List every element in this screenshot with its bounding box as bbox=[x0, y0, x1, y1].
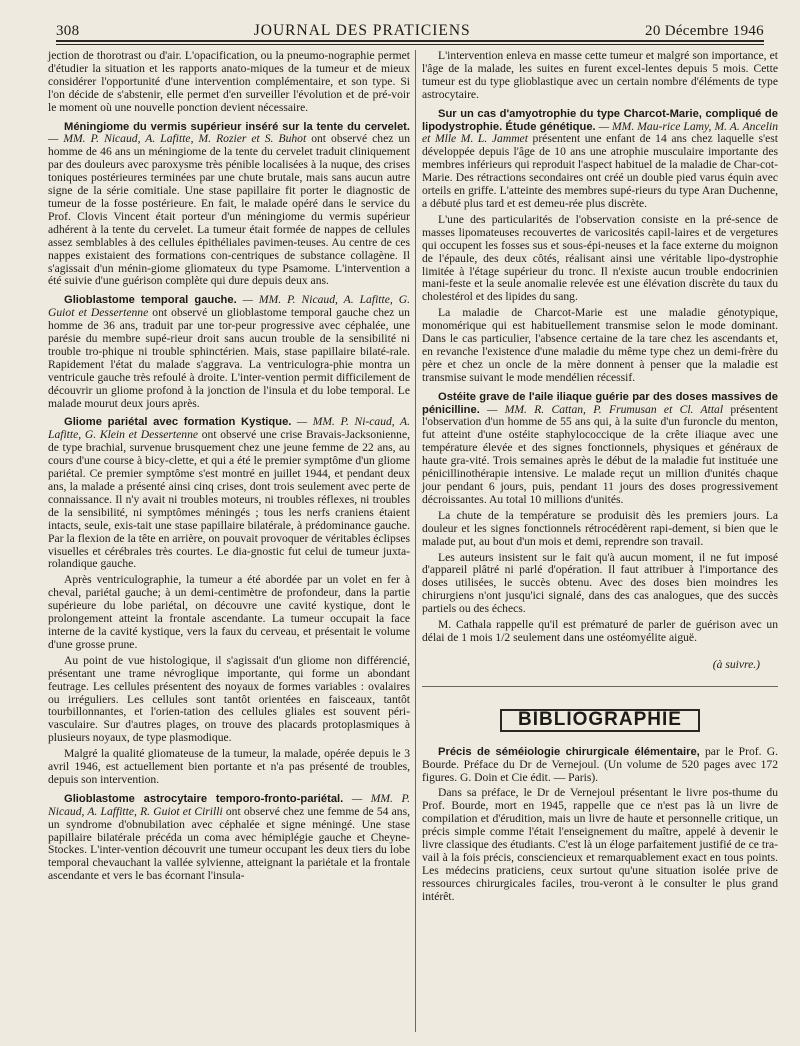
to-be-continued: (à suivre.) bbox=[712, 657, 760, 671]
article-charcot-marie bbox=[422, 108, 778, 211]
article-authors: — MM. P. Nicaud, A. Lafitte, G. Guiot et Dessertenne bbox=[48, 293, 410, 320]
body-paragraph: Après ventriculographie, la tumeur a été abordée par un volet en fer à cheval, pariétal gauche; à un demi-centimètre de profondeur, dans la partie supérieure du lobe pariétal, on découvre une cavité kystique, dont le prolongement atteint la frontale ascendante. La tumeur occupait la face interne de la cavité kystique, vers la faux du cerveau, et présentait le volume d'une grosse prune. bbox=[48, 573, 410, 651]
article-meningiome bbox=[48, 121, 410, 289]
article-text: ont observé chez un homme de 46 ans un méningiome de la tente du cervelet traduit cliniquement par des douleurs avec paroxysme très pénible localisées à la nuque, des crises toniques postérieures terminées par une chute brutale, mais sans aucun autre signe de la série comitiale. Une stase papillaire fit porter le diagnostic de tumeur de la fosse postérieure. En fait, le malade opéré dans le service du Prof. Clovis Vincent était porteur d'un méningiome du vermis supérieur adhérent à la tente du cervelet. La tumeur était formée de nappes de cellules assez semblables à des cellules épithéliales pavimen-teuses. Au centre de ces nappes existaient des formations con-centriques de substance collagène. Il s'agissait d'un ménin-giome gliomateux du type Psamome. L'intervention a été suivie d'une guérison complète qui dure depuis deux ans. bbox=[48, 132, 410, 288]
article-text: ont observé un glioblastome temporal gauche chez un homme de 36 ans, traduit par une tor-peur progressive avec céphalée, une parésie du membre supé-rieur droit sans aucun trouble de la sensibilité ni trouble tro-phique ni trouble sphinctérien. Mais, stase papillaire bilaté-rale. Rapidement l'état du malade s'aggrava. La ventriculogra-phie montra un ventricule gauche très refoulé à droite. L'inter-vention permit difficilement de découvrir un gliome profond à la jonction de l'insula et du lobe temporal. Le malade mourut deux jours après. bbox=[48, 306, 410, 410]
section-separator bbox=[422, 686, 778, 687]
book-review bbox=[422, 746, 778, 785]
body-paragraph: La chute de la température se produisit dès les premiers jours. La douleur et les signes fonctionnels rétrocédèrent rapi-dement, si bien que le malade put, au bout d'un mois et demi, reprendre son travail. bbox=[422, 508, 778, 548]
body-paragraph: Au point de vue histologique, il s'agissait d'un gliome non différencié, présentant une trame névroglique importante, qui forme un abondant feutrage. Les cellules présentent des noyaux de formes variables : ovalaires ou irréguliers. Les cellules sont tantôt orientées en faisceaux, tantôt tourbillonnantes, et l'orien-tation des cellules gliales est souvent péri-vasculaire. Sur d'autres plages, on trouve des placards protoplasmiques à plusieurs noyaux, de type plasmodique. bbox=[48, 653, 410, 745]
article-title: Sur un cas d'amyotrophie du type Charcot-Marie, compliqué de lipodystrophie. Étude génétique. bbox=[422, 107, 778, 133]
journal-title: JOURNAL DES PRATICIENS bbox=[253, 22, 471, 39]
issue-date: 20 Décembre 1946 bbox=[645, 23, 764, 39]
body-paragraph: Dans sa préface, le Dr de Vernejoul présentant le livre pos-thume du Prof. Bourde, mort en 1945, rappelle que ce n'est pas là un livre de compilation et d'érudition, mais un livre de haute et personnelle critique, un précis simple comme l'était l'enseignement du maître, appelé à devenir le livre classique des étudiants. C'est là un éloge parfaitement justifié de ce tra-vail à la fois précis, consciencieux et remarquablement exact en tous points. Les médecins praticiens, ceux surtout qu'une situation isolée prive de ressources chirurgicales faciles, trou-veront à le consulter le plus grand intérêt. bbox=[422, 786, 778, 903]
article-text: présentent l'observation d'un homme de 55 ans qui, à la suite d'un furoncle du menton, fut atteint d'une ostéite staphylococcique de la crête iliaque avec une température élevée et des signes fonctionnels, physiques et généraux de haute gra-vité. Trois semaines après le début de la maladie fut instituée une pénicillinothérapie intensive. Le malade reçut un million d'unités chaque jour pendant 6 jours, puis, pendant 11 jours des doses progressivement décroissantes. Au total 10 millions d'unités. bbox=[422, 402, 778, 506]
article-title: Glioblastome temporal gauche. bbox=[64, 294, 237, 307]
page-number: 308 bbox=[56, 23, 80, 39]
left-column bbox=[48, 50, 410, 1040]
header-rule-thick bbox=[56, 40, 764, 42]
article-glioblastome-temporal bbox=[48, 294, 410, 410]
header-rule-thin bbox=[56, 44, 764, 45]
article-gliome-parietal bbox=[48, 416, 410, 571]
body-paragraph: L'une des particularités de l'observation consiste en la pré-sence de masses lipomateuses recouvertes de varicosités capil-laires et de vergetures qui occupent les fosses sus et sous-épi-neuses et la face externe du moignon de l'épaule, des deux côtés, réalisant ainsi une véritable lipo-dystrophie limitée à l'étage supérieur du tronc. Il n'existe aucun trouble endocrinien mani-feste et la seule anomalie relevée est une élévation discrète du taux du cholestérol et des lipides du sang. bbox=[422, 212, 778, 304]
continued-paragraph: jection de thorotrast ou d'air. L'opacification, ou la pneumo-nographie permet d'étudier la situation et les rapports anato-miques de la tumeur et de mieux considérer l'opportunité d'une intervention complémentaire, et son type. Si l'on décide de s'abstenir, elle permet d'en surveiller l'évolution et de pré-voir le moment où une nouvelle ponction devient nécessaire. bbox=[48, 49, 410, 114]
article-title: Gliome pariétal avec formation Kystique. bbox=[64, 416, 292, 429]
book-details: par le Prof. G. Bourde. Préface du Dr de Vernejoul. (Un volume de 520 pages avec 172 figures. G. Doin et Cie édit. — Paris). bbox=[422, 744, 778, 784]
article-text: ont observé chez une femme de 54 ans, un syndrome d'obnubilation avec céphalée et signe méningé. Une stase papillaire bilatérale précéda un coma avec hémiplégie gauche et Cheyne-Stockes. L'inter-vention découvrit une tumeur occupant les deux tiers du lobe temporal chevauchant la vallée sylvienne, atteignant la pariétale et la frontale ascendante et vers le bas écornant l'insula- bbox=[48, 804, 410, 883]
body-paragraph: Les auteurs insistent sur le fait qu'à aucun moment, il ne fut imposé d'appareil plâtré ni parlé d'opération. Il faut attribuer à l'importance des doses utilisées, le succès obtenu. Avec des doses bien moindres les chirurgiens n'ont jusqu'ici signalé, dans des cas analogues, que des succès partiels ou des échecs. bbox=[422, 550, 778, 616]
article-osteite bbox=[422, 391, 778, 507]
body-paragraph: La maladie de Charcot-Marie est une maladie génotypique, monomérique qui est habituellement transmise selon le mode dominant. Dans le cas particulier, l'absence certaine de la tare chez les ascendants et, en revanche l'existence d'une maladie du même type chez un demi-frère du père et chez un oncle de la mère donnent à penser que la maladie est transmise suivant le mode mendélien récessif. bbox=[422, 306, 778, 384]
column-divider bbox=[415, 50, 416, 1032]
article-authors: — MM. P. Nicaud, A. Lafitte, M. Rozier et S. Buhot bbox=[48, 132, 307, 146]
article-title: Ostéite grave de l'aile iliaque guérie par des doses massives de pénicilline. bbox=[422, 390, 778, 416]
article-text: présentent une enfant de 14 ans chez laquelle s'est développée depuis l'âge de 10 ans une atrophie musculaire importante des membres inférieurs qui reproduit l'aspect habituel de la maladie de Char-cot-Marie. Des rétractions secondaires ont créé un double pied varus équin avec orteils en griffe. L'atteinte des membres supé-rieurs du type Aran Duchenne, a débuté plus tard et est demeu-rée plus discrète. bbox=[422, 132, 778, 210]
article-glioblastome-astrocytaire bbox=[48, 793, 410, 883]
right-column bbox=[422, 50, 778, 1040]
article-authors: — MM. Mau-rice Lamy, M. A. Ancelin et Mlle M. L. Jammet bbox=[422, 119, 779, 146]
article-authors: — MM. R. Cattan, P. Frumusan et Cl. Attal bbox=[479, 402, 724, 416]
running-header bbox=[56, 14, 764, 40]
article-title: Glioblastome astrocytaire temporo-fronto-pariétal. bbox=[64, 792, 344, 805]
body-paragraph: Malgré la qualité gliomateuse de la tumeur, la malade, opérée depuis le 3 avril 1946, est actuellement bien portante et n'a pas présenté de troubles, depuis son intervention. bbox=[48, 747, 410, 786]
article-authors: — MM. P. Nicaud, A. Laffitte, R. Guiot et Cirilli bbox=[48, 791, 410, 818]
article-text: ont observé une crise Bravais-Jacksonienne, de type brachial, survenue brusquement chez une jeune femme de 22 ans, au cours d'une course à bicy-clette, et qui a été le premier symptôme d'un gliome pariétal. Ce premier symptôme s'est montré en juillet 1944, et pendant deux ans, la malade a présenté ainsi cinq crises, dont trois seulement avec perte de connaissance. Il n'y avait ni troubles moteurs, ni troubles réflexes, ni troubles de la sensibilité, ni symptômes méningés ; tous les nerfs craniens étaient intacts, seule, exis-tait une stase papillaire bilatérale, à prédominance gauche. Par la flexion de la tête en arrière, on pouvait provoquer de véritables éclipses visuelles et cérébrales très courtes. Le dia-gnostic fut celui de tumeur juxta-rolandique gauche. bbox=[48, 428, 410, 571]
book-title: Précis de séméiologie chirurgicale élémentaire, bbox=[438, 745, 700, 758]
article-authors: — MM. P. Ni-caud, A. Lafitte, G. Klein et Dessertenne bbox=[48, 415, 410, 442]
article-title: Méningiome du vermis supérieur inséré sur la tente du cervelet. bbox=[64, 120, 410, 133]
body-paragraph: M. Cathala rappelle qu'il est prématuré de parler de guérison avec un délai de 1 mois 1/2 seulement dans une ostéomyélite aiguë. bbox=[422, 618, 778, 644]
bibliography-heading-wrap bbox=[422, 709, 778, 732]
continued-paragraph: L'intervention enleva en masse cette tumeur et malgré son importance, et l'âge de la malade, les suites en furent excel-lentes depuis 5 mois. Cette tumeur est du type glioblastique avec un certain nombre d'éléments de type astrocytaire. bbox=[422, 49, 778, 101]
bibliography-heading: BIBLIOGRAPHIE bbox=[500, 709, 700, 732]
